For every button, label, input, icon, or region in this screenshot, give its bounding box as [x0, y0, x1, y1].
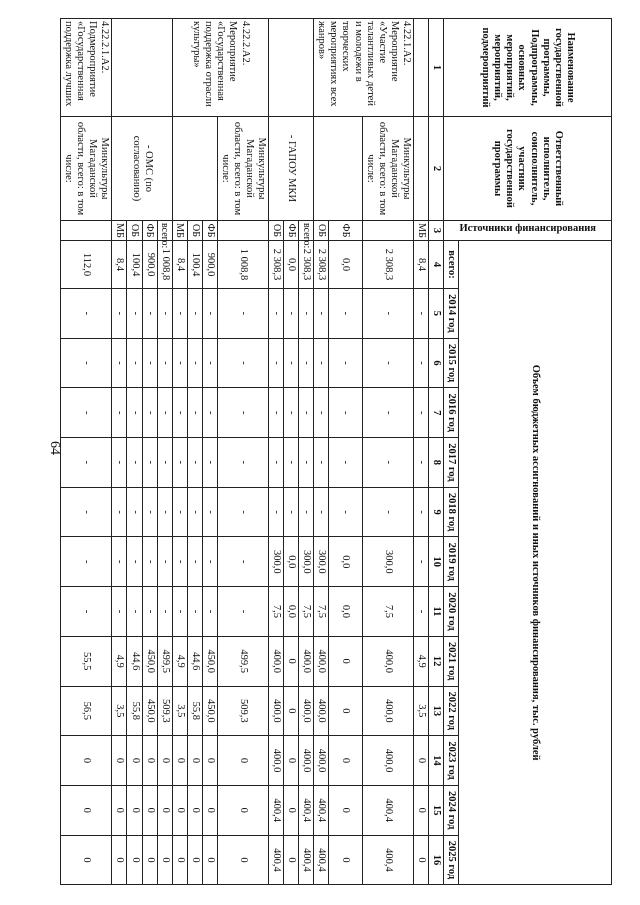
value-cell: - [157, 438, 172, 488]
value-cell: - [127, 537, 142, 587]
value-cell: - [202, 587, 217, 637]
value-cell: - [269, 438, 284, 488]
column-number: 16 [428, 835, 443, 885]
value-cell: - [314, 438, 329, 488]
total-cell: 100,4 [187, 241, 202, 289]
responsible: - ОМС (по согласованию) [112, 117, 172, 221]
value-cell: - [217, 438, 268, 488]
value-cell: 400,4 [362, 835, 413, 885]
value-cell: 0 [157, 785, 172, 835]
value-cell: 7,5 [314, 587, 329, 637]
value-cell: - [299, 289, 314, 339]
table-body [61, 19, 429, 885]
total-cell: 0,0 [329, 241, 362, 289]
value-cell: - [61, 338, 112, 388]
value-cell: 400,0 [362, 636, 413, 686]
value-cell: 0 [112, 736, 127, 786]
value-cell: 3,5 [413, 686, 428, 736]
value-cell: - [112, 587, 127, 637]
value-cell: - [413, 487, 428, 537]
item-name: 4.22.2.А2. Мероприятие «Государственная поддержка отрасли культуры» [172, 19, 268, 117]
item-name: 4.22.1.А2. Мероприятие «Участие талантливых детей и молодежи в творческих мероприятиях всех жанров» [314, 19, 414, 117]
data-row [329, 19, 362, 885]
value-cell: 0 [142, 835, 157, 885]
year-header: 2015 год [443, 338, 458, 388]
column-number: 5 [428, 289, 443, 339]
value-cell: 400,4 [269, 835, 284, 885]
total-cell: 112,0 [61, 241, 112, 289]
value-cell: - [217, 487, 268, 537]
value-cell: 0,0 [284, 537, 299, 587]
value-cell: 0 [172, 785, 187, 835]
value-cell: 0 [217, 736, 268, 786]
item-name [112, 19, 172, 117]
column-number: 13 [428, 686, 443, 736]
value-cell: 450,0 [202, 686, 217, 736]
column-number: 1 [428, 19, 443, 117]
source-cell: ФБ [202, 221, 217, 241]
value-cell: - [142, 388, 157, 438]
value-cell: - [172, 537, 187, 587]
value-cell: 0 [284, 636, 299, 686]
year-header: 2022 год [443, 686, 458, 736]
column-number: 10 [428, 537, 443, 587]
value-cell: - [413, 338, 428, 388]
value-cell: 7,5 [362, 587, 413, 637]
value-cell: - [112, 289, 127, 339]
value-cell: - [217, 289, 268, 339]
column-number: 3 [428, 221, 443, 241]
value-cell: - [157, 289, 172, 339]
value-cell: - [172, 289, 187, 339]
value-cell: - [61, 487, 112, 537]
source-cell: всего: [157, 221, 172, 241]
value-cell: - [314, 338, 329, 388]
item-name [269, 19, 314, 117]
source-cell [61, 221, 112, 241]
value-cell: - [157, 537, 172, 587]
value-cell: 400,0 [299, 736, 314, 786]
total-cell: 8,4 [172, 241, 187, 289]
value-cell: - [112, 388, 127, 438]
value-cell: 55,5 [61, 636, 112, 686]
responsible-blank [172, 117, 217, 221]
value-cell: - [329, 388, 362, 438]
data-row [157, 19, 172, 885]
value-cell: 7,5 [269, 587, 284, 637]
column-number: 8 [428, 438, 443, 488]
source-cell: ОБ [269, 221, 284, 241]
value-cell: 0 [217, 835, 268, 885]
column-number: 12 [428, 636, 443, 686]
value-cell: - [284, 289, 299, 339]
value-cell: - [314, 289, 329, 339]
value-cell: - [112, 487, 127, 537]
value-cell: 400,4 [269, 785, 284, 835]
column-number: 14 [428, 736, 443, 786]
value-cell: 450,0 [142, 636, 157, 686]
value-cell: - [362, 388, 413, 438]
value-cell: - [362, 289, 413, 339]
source-cell [362, 221, 413, 241]
value-cell: - [187, 587, 202, 637]
value-cell: - [127, 338, 142, 388]
value-cell: - [299, 338, 314, 388]
funding-table [60, 18, 612, 885]
value-cell: 0 [329, 686, 362, 736]
value-cell: - [217, 388, 268, 438]
value-cell: 0 [329, 835, 362, 885]
value-cell: 0 [142, 736, 157, 786]
value-cell: - [362, 338, 413, 388]
value-cell: 400,0 [314, 736, 329, 786]
value-cell: 0 [329, 636, 362, 686]
value-cell: - [172, 388, 187, 438]
data-row [413, 19, 428, 885]
value-cell: 0,0 [329, 537, 362, 587]
value-cell: 0 [61, 785, 112, 835]
value-cell: - [172, 487, 187, 537]
value-cell: - [187, 438, 202, 488]
value-cell: - [142, 487, 157, 537]
value-cell: - [299, 388, 314, 438]
year-header: 2019 год [443, 537, 458, 587]
value-cell: - [127, 289, 142, 339]
value-cell: 0 [172, 736, 187, 786]
year-header: 2023 год [443, 736, 458, 786]
value-cell: 400,4 [314, 835, 329, 885]
value-cell: 300,0 [314, 537, 329, 587]
main-row [217, 19, 268, 885]
responsible-blank [314, 117, 362, 221]
source-cell: ФБ [284, 221, 299, 241]
total-cell: 100,4 [127, 241, 142, 289]
value-cell: 55,8 [127, 686, 142, 736]
main-row [362, 19, 413, 885]
value-cell: - [61, 289, 112, 339]
value-cell: - [314, 487, 329, 537]
value-cell: 0 [329, 736, 362, 786]
value-cell: - [329, 487, 362, 537]
value-cell: 0 [329, 785, 362, 835]
value-cell: - [362, 487, 413, 537]
header-source: Источники финансирования [443, 221, 611, 241]
column-number: 2 [428, 117, 443, 221]
value-cell: - [172, 587, 187, 637]
value-cell: 509,3 [157, 686, 172, 736]
value-cell: - [187, 487, 202, 537]
value-cell: - [112, 438, 127, 488]
value-cell: - [61, 537, 112, 587]
value-cell: - [187, 388, 202, 438]
total-cell: 8,4 [112, 241, 127, 289]
value-cell: 400,4 [314, 785, 329, 835]
value-cell: 450,0 [202, 636, 217, 686]
total-cell: 0,0 [284, 241, 299, 289]
value-cell: - [413, 289, 428, 339]
header-funding: Объем бюджетных ассигнований и иных источников финансирования, тыс. рублей [459, 241, 612, 885]
header-responsible: Ответственный исполнитель, соисполнитель, участник государственной программы [443, 117, 611, 221]
value-cell: - [112, 338, 127, 388]
value-cell: - [157, 587, 172, 637]
value-cell: - [269, 388, 284, 438]
header-total: всего: [443, 241, 458, 289]
value-cell: 400,0 [314, 686, 329, 736]
column-number: 15 [428, 785, 443, 835]
value-cell: 0 [202, 736, 217, 786]
value-cell: 0,0 [284, 587, 299, 637]
data-row [202, 19, 217, 885]
value-cell: - [187, 338, 202, 388]
value-cell: - [142, 338, 157, 388]
year-header: 2016 год [443, 388, 458, 438]
rotated-page [63, 18, 612, 884]
source-cell: МБ [172, 221, 187, 241]
value-cell: - [413, 537, 428, 587]
value-cell: 0 [202, 785, 217, 835]
item-name: 4.22.2.1.А2. Подмероприятие «Государственная поддержка лучших [61, 19, 112, 117]
column-number: 6 [428, 338, 443, 388]
source-cell [217, 221, 268, 241]
column-number: 7 [428, 388, 443, 438]
value-cell: - [269, 289, 284, 339]
value-cell: 0 [157, 835, 172, 885]
value-cell: 400,4 [299, 835, 314, 885]
total-cell: 1 008,8 [217, 241, 268, 289]
value-cell: 0 [142, 785, 157, 835]
value-cell: - [413, 587, 428, 637]
source-cell: МБ [413, 221, 428, 241]
value-cell: - [127, 388, 142, 438]
total-cell: 900,0 [202, 241, 217, 289]
year-header: 2017 год [443, 438, 458, 488]
value-cell: 450,0 [142, 686, 157, 736]
value-cell: - [202, 537, 217, 587]
responsible: Минкультуры Магаданской области, всего: в том числе: [362, 117, 413, 221]
year-header: 2021 год [443, 636, 458, 686]
value-cell: - [202, 388, 217, 438]
value-cell: - [217, 537, 268, 587]
value-cell: - [157, 388, 172, 438]
value-cell: 0 [284, 686, 299, 736]
value-cell: 55,8 [187, 686, 202, 736]
responsible [413, 117, 428, 221]
value-cell: 0 [413, 835, 428, 885]
value-cell: 300,0 [269, 537, 284, 587]
value-cell: 0 [127, 736, 142, 786]
value-cell: 4,9 [172, 636, 187, 686]
value-cell: 44,6 [127, 636, 142, 686]
year-header: 2018 год [443, 487, 458, 537]
value-cell: 400,0 [269, 636, 284, 686]
value-cell: - [142, 537, 157, 587]
responsible: Минкультуры Магаданской области, всего: в том числе: [217, 117, 268, 221]
value-cell: - [269, 487, 284, 537]
value-cell: - [299, 438, 314, 488]
value-cell: - [217, 338, 268, 388]
value-cell: 56,5 [61, 686, 112, 736]
value-cell: 3,5 [112, 686, 127, 736]
value-cell: 400,0 [314, 636, 329, 686]
source-cell: МБ [112, 221, 127, 241]
value-cell: 400,4 [362, 785, 413, 835]
value-cell: - [413, 388, 428, 438]
year-header: 2025 год [443, 835, 458, 885]
total-cell: 1 008,8 [157, 241, 172, 289]
value-cell: 400,0 [362, 686, 413, 736]
value-cell: - [413, 438, 428, 488]
value-cell: - [202, 338, 217, 388]
value-cell: 0 [413, 736, 428, 786]
value-cell: 0 [187, 835, 202, 885]
value-cell: 0 [112, 785, 127, 835]
value-cell: 0,0 [329, 587, 362, 637]
value-cell: - [202, 487, 217, 537]
value-cell: 0 [413, 785, 428, 835]
data-row [299, 19, 314, 885]
value-cell: 0 [127, 785, 142, 835]
value-cell: 0 [112, 835, 127, 885]
value-cell: 499,5 [157, 636, 172, 686]
source-cell: ОБ [187, 221, 202, 241]
value-cell: - [299, 487, 314, 537]
source-cell: ОБ [314, 221, 329, 241]
value-cell: - [157, 487, 172, 537]
value-cell: - [142, 438, 157, 488]
value-cell: 400,0 [362, 736, 413, 786]
value-cell: - [284, 438, 299, 488]
value-cell: - [202, 438, 217, 488]
value-cell: - [127, 438, 142, 488]
value-cell: - [284, 487, 299, 537]
year-header: 2014 год [443, 289, 458, 339]
value-cell: - [157, 338, 172, 388]
value-cell: 400,4 [299, 785, 314, 835]
value-cell: - [112, 537, 127, 587]
value-cell: - [329, 289, 362, 339]
value-cell: 400,0 [299, 636, 314, 686]
value-cell: 0 [187, 785, 202, 835]
value-cell: 400,0 [269, 686, 284, 736]
value-cell: - [187, 537, 202, 587]
value-cell: - [61, 587, 112, 637]
total-cell: 8,4 [413, 241, 428, 289]
value-cell: - [329, 338, 362, 388]
value-cell: 3,5 [172, 686, 187, 736]
value-cell: - [314, 388, 329, 438]
column-number: 4 [428, 241, 443, 289]
page-number: 64 [47, 441, 62, 455]
year-header: 2024 год [443, 785, 458, 835]
source-cell: ФБ [329, 221, 362, 241]
value-cell: 4,9 [112, 636, 127, 686]
value-cell: - [127, 487, 142, 537]
value-cell: 0 [217, 785, 268, 835]
value-cell: 0 [284, 835, 299, 885]
total-cell: 900,0 [142, 241, 157, 289]
header-name: Наименование государственной программы, Подпрограммы, основных мероприятий, мероприятий, подмероприятий [443, 19, 611, 117]
value-cell: - [142, 587, 157, 637]
value-cell: - [362, 438, 413, 488]
value-cell: 7,5 [299, 587, 314, 637]
value-cell: 0 [172, 835, 187, 885]
value-cell: - [172, 338, 187, 388]
value-cell: 400,0 [269, 736, 284, 786]
value-cell: 300,0 [299, 537, 314, 587]
value-cell: 0 [61, 736, 112, 786]
value-cell: 0 [61, 835, 112, 885]
value-cell: 44,6 [187, 636, 202, 686]
value-cell: - [172, 438, 187, 488]
value-cell: - [142, 289, 157, 339]
value-cell: - [284, 388, 299, 438]
value-cell: 0 [284, 736, 299, 786]
source-cell: ОБ [127, 221, 142, 241]
total-cell: 2 308,3 [362, 241, 413, 289]
column-number: 11 [428, 587, 443, 637]
value-cell: - [127, 587, 142, 637]
value-cell: 4,9 [413, 636, 428, 686]
value-cell: 0 [202, 835, 217, 885]
total-cell: 2 308,3 [314, 241, 329, 289]
value-cell: - [329, 438, 362, 488]
value-cell: 499,5 [217, 636, 268, 686]
value-cell: - [61, 438, 112, 488]
responsible: - ГАПОУ МКИ [269, 117, 314, 221]
source-cell: всего: [299, 221, 314, 241]
source-cell: ФБ [142, 221, 157, 241]
value-cell: 0 [187, 736, 202, 786]
value-cell: 0 [284, 785, 299, 835]
value-cell: - [187, 289, 202, 339]
column-number: 9 [428, 487, 443, 537]
main-row [61, 19, 112, 885]
value-cell: 300,0 [362, 537, 413, 587]
value-cell: - [284, 338, 299, 388]
value-cell: - [269, 338, 284, 388]
value-cell: 400,0 [299, 686, 314, 736]
total-cell: 2 308,3 [269, 241, 284, 289]
year-header: 2020 год [443, 587, 458, 637]
column-numbers-row [428, 19, 443, 885]
value-cell: 0 [157, 736, 172, 786]
value-cell: - [61, 388, 112, 438]
value-cell: 509,3 [217, 686, 268, 736]
value-cell: - [202, 289, 217, 339]
value-cell: - [217, 587, 268, 637]
responsible: Минкультуры Магаданской области, всего: в том числе: [61, 117, 112, 221]
total-cell: 2 308,3 [299, 241, 314, 289]
value-cell: 0 [127, 835, 142, 885]
item-name [413, 19, 428, 117]
